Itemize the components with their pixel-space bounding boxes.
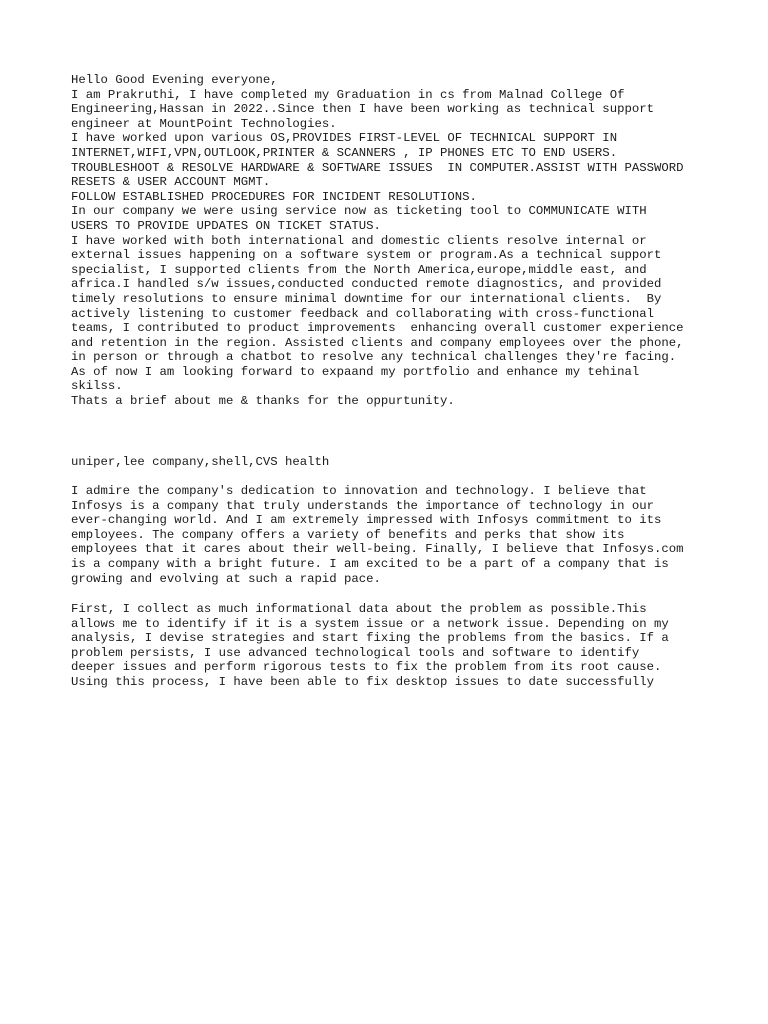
- text-line: and retention in the region. Assisted clients and company employees over the phone,: [71, 335, 684, 350]
- text-line: I have worked with both international and domestic clients resolve internal or: [71, 233, 647, 248]
- text-line: USERS TO PROVIDE UPDATES ON TICKET STATUS.: [71, 218, 381, 233]
- text-line: timely resolutions to ensure minimal downtime for our international clients. By: [71, 291, 662, 306]
- text-line: Hello Good Evening everyone,: [71, 73, 278, 87]
- text-line: skilss.: [71, 379, 123, 394]
- text-line: uniper,lee company,shell,CVS health: [71, 455, 330, 469]
- text-line: problem persists, I use advanced technological tools and software to identify: [71, 645, 640, 660]
- text-line: I admire the company's dedication to innovation and technology. I believe that: [71, 484, 647, 498]
- text-line: I have worked upon various OS,PROVIDES FIRST-LEVEL OF TECHNICAL SUPPORT IN: [71, 131, 618, 146]
- text-line: INTERNET,WIFI,VPN,OUTLOOK,PRINTER & SCANNERS , IP PHONES ETC TO END USERS.: [71, 145, 618, 160]
- text-line: engineer at MountPoint Technologies.: [71, 116, 337, 131]
- text-line: teams, I contributed to product improvements enhancing overall customer experience: [71, 321, 684, 336]
- text-line: deeper issues and perform rigorous tests to fix the problem from its root cause.: [71, 660, 662, 675]
- text-line: is a company with a bright future. I am excited to be a part of a company that is: [71, 556, 669, 571]
- text-line: Infosys is a company that truly understands the importance of technology in our: [71, 498, 654, 513]
- text-line: I am Prakruthi, I have completed my Graduation in cs from Malnad College Of: [71, 87, 625, 102]
- text-line: Engineering,Hassan in 2022..Since then I have been working as technical support: [71, 102, 654, 117]
- text-line: allows me to identify if it is a system issue or a network issue. Depending on my: [71, 616, 669, 631]
- text-line: TROUBLESHOOT & RESOLVE HARDWARE & SOFTWARE ISSUES IN COMPUTER.ASSIST WITH PASSWORD: [71, 160, 684, 175]
- text-line: Using this process, I have been able to fix desktop issues to date successfully: [71, 674, 654, 689]
- why-company-paragraph: [71, 484, 731, 586]
- text-line: ever-changing world. And I am extremely impressed with Infosys commitment to its: [71, 513, 662, 528]
- text-line: analysis, I devise strategies and start fixing the problems from the basics. If a: [71, 631, 669, 646]
- text-line: Thats a brief about me & thanks for the oppurtunity.: [71, 394, 455, 409]
- text-line: employees. The company offers a variety of benefits and perks that show its: [71, 527, 625, 542]
- text-line: FOLLOW ESTABLISHED PROCEDURES FOR INCIDENT RESOLUTIONS.: [71, 189, 477, 204]
- text-line: actively listening to customer feedback and collaborating with cross-functional: [71, 306, 654, 321]
- text-line: As of now I am looking forward to expaand my portfolio and enhance my tehinal: [71, 364, 640, 379]
- text-line: in person or through a chatbot to resolve any technical challenges they're facing.: [71, 350, 677, 365]
- intro-paragraph: [71, 73, 731, 409]
- text-line: specialist, I supported clients from the North America,europe,middle east, and: [71, 262, 647, 277]
- troubleshooting-process-paragraph: [71, 602, 731, 690]
- text-line: In our company we were using service now as ticketing tool to COMMUNICATE WITH: [71, 204, 647, 219]
- text-line: external issues happening on a software system or program.As a technical support: [71, 248, 662, 263]
- text-line: africa.I handled s/w issues,conducted conducted remote diagnostics, and provided: [71, 277, 662, 292]
- text-line: First, I collect as much informational data about the problem as possible.This: [71, 602, 647, 616]
- text-line: RESETS & USER ACCOUNT MGMT.: [71, 175, 271, 190]
- text-line: employees that it cares about their well-being. Finally, I believe that Infosys.com: [71, 542, 684, 557]
- text-line: growing and evolving at such a rapid pace.: [71, 571, 381, 586]
- clients-paragraph: [71, 455, 731, 470]
